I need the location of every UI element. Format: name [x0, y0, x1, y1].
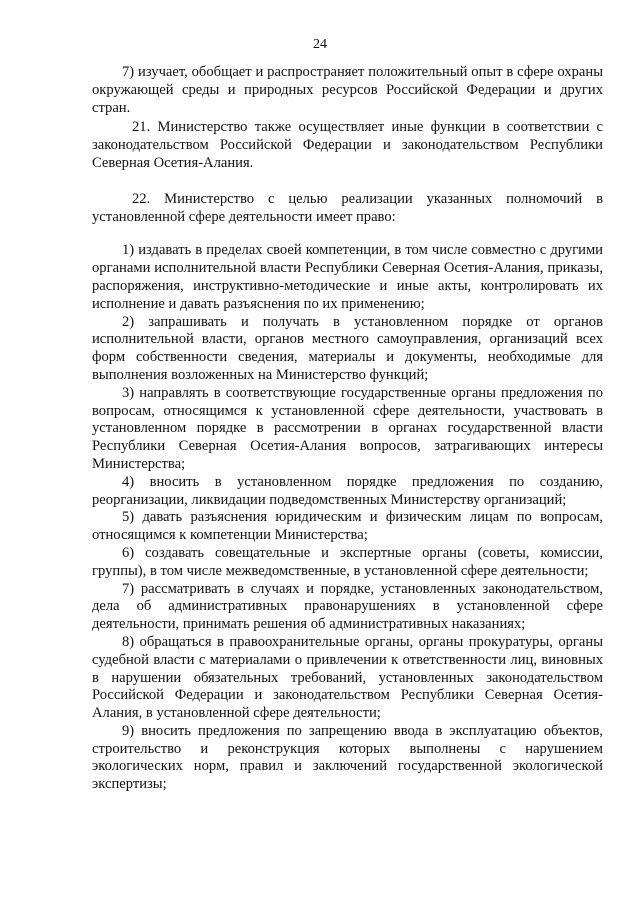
document-body [92, 64, 603, 794]
right-item-5: 5) давать разъяснения юридическим и физическим лицам по вопросам, относящимся к компетенции Министерства; [92, 509, 603, 544]
right-item-4: 4) вносить в установленном порядке предложения по созданию, реорганизации, ликвидации подведомственных Министерству организаций; [92, 473, 603, 508]
page-number: 24 [313, 37, 327, 52]
right-item-1: 1) издавать в пределах своей компетенции, в том числе совместно с другими органами исполнительной власти Республики Северная Осетия-Алания, приказы, распоряжения, инструктивно-методические и иные акты, контролировать их исполнение и давать разъяснения по их применению; [92, 242, 603, 312]
right-item-9: 9) вносить предложения по запрещению ввода в эксплуатацию объектов, строительство и реконструкция которых выполнены с нарушением экологических норм, правил и заключений государственной экологической экспертизы; [92, 722, 603, 793]
right-item-6: 6) создавать совещательные и экспертные органы (советы, комиссии, группы), в том числе межведомственные, в установленной сфере деятельности; [92, 544, 603, 579]
right-item-8: 8) обращаться в правоохранительные органы, органы прокуратуры, органы судебной власти с материалами о привлечении к ответственности лиц, виновных в нарушении обязательных требований, установленных законодательством Российской Федерации и законодательством Республики Северная Осетия-Алания, в установленной сфере деятельности; [92, 633, 603, 722]
paragraph-item-7-experience: 7) изучает, обобщает и распространяет положительный опыт в сфере охраны окружающей среды и природных ресурсов Российской Федерации и других стран. [92, 64, 603, 116]
right-item-3: 3) направлять в соответствующие государственные органы предложения по вопросам, относящимся к установленной сфере деятельности, участвовать в установленном порядке в рассмотрении в органах государственной власти Республики Северная Осетия-Алания вопросов, затрагивающих интересы Министерства; [92, 384, 603, 472]
paragraph-21-other-functions: 21. Министерство также осуществляет иные функции в соответствии с законодательством Российской Федерации и законодательством Республики Северная Осетия-Алания. [92, 119, 603, 171]
right-item-2: 2) запрашивать и получать в установленном порядке от органов исполнительной власти, органов местного самоуправления, организаций всех форм собственности сведения, материалы и документы, необходимые для выполнения возложенных на Министерство функций; [92, 313, 603, 383]
right-item-7: 7) рассматривать в случаях и порядке, установленных законодательством, дела об административных правонарушениях в установленной сфере деятельности, принимать решения об административных наказаниях; [92, 580, 603, 633]
paragraph-22-rights: 22. Министерство с целью реализации указанных полномочий в установленной сфере деятельности имеет право: [92, 190, 603, 225]
